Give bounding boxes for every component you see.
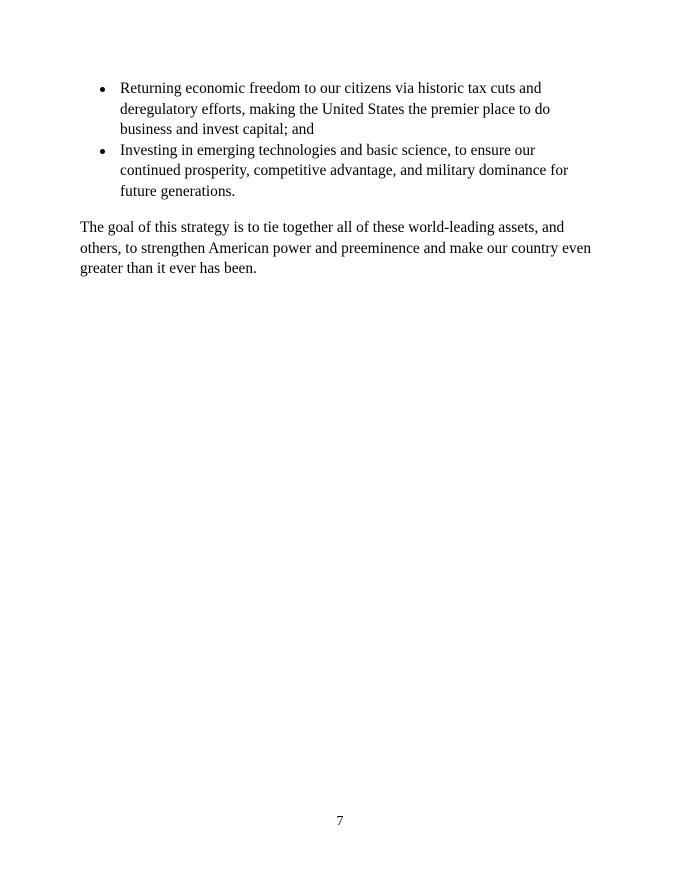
paragraph-line: others, to strengthen American power and preeminence and make our country even [80,239,592,257]
bullet-item-emerging-technologies [99,141,599,203]
paragraph-line: greater than it ever has been. [80,260,257,278]
paragraph-line: The goal of this strategy is to tie together all of these world-leading assets, and [80,219,565,236]
bullet-line: deregulatory efforts, making the United States the premier place to do [120,100,551,118]
bullet-dot-icon [100,87,105,92]
bullet-line: future generations. [120,182,236,200]
bullet-dot-icon [100,149,105,154]
bullet-line: continued prosperity, competitive advantage, and military dominance for [120,162,569,180]
bullet-line: business and invest capital; and [120,121,315,139]
page-number: 7 [336,814,344,829]
strategy-goal-paragraph [80,218,610,280]
bullet-line: Investing in emerging technologies and basic science, to ensure our [120,141,536,159]
bullet-list [99,79,599,203]
bullet-item-economic-freedom [99,79,599,141]
bullet-line: Returning economic freedom to our citizens via historic tax cuts and [120,80,542,97]
